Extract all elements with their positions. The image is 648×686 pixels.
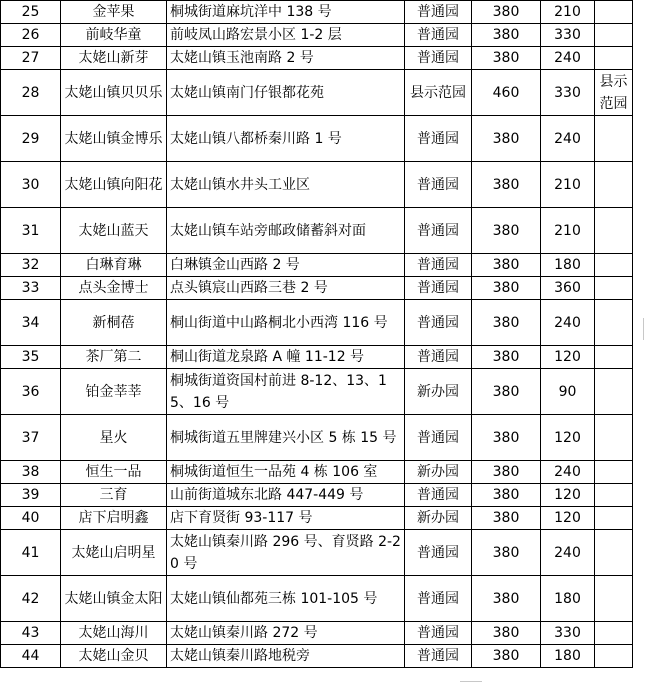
row-number: 40 — [1, 507, 61, 530]
meal-fee: 210 — [541, 208, 595, 254]
kindergarten-address: 桐城街道恒生一品苑 4 栋 106 室 — [167, 461, 405, 484]
table-body — [1, 1, 633, 668]
remark — [595, 346, 633, 369]
meal-fee: 210 — [541, 1, 595, 24]
remark — [595, 530, 633, 576]
table-row — [1, 254, 633, 277]
remark — [595, 415, 633, 461]
page-edge-mark — [643, 318, 644, 340]
kindergarten-name: 太姥山镇贝贝乐 — [61, 70, 167, 116]
remark — [595, 24, 633, 47]
kindergarten-type: 普通园 — [405, 1, 472, 24]
kindergarten-type: 普通园 — [405, 24, 472, 47]
kindergarten-address: 桐城街道资国村前进 8-12、13、15、16 号 — [167, 369, 405, 415]
kindergarten-address: 店下育贤街 93-117 号 — [167, 507, 405, 530]
remark — [595, 622, 633, 645]
kindergarten-type: 县示范园 — [405, 70, 472, 116]
kindergarten-name: 太姥山镇向阳花 — [61, 162, 167, 208]
kindergarten-type: 新办园 — [405, 369, 472, 415]
kindergarten-name: 太姥山启明星 — [61, 530, 167, 576]
table-row — [1, 645, 633, 668]
kindergarten-address: 太姥山镇车站旁邮政储蓄斜对面 — [167, 208, 405, 254]
kindergarten-address: 太姥山镇南门仔银都花苑 — [167, 70, 405, 116]
kindergarten-name: 前岐华童 — [61, 24, 167, 47]
tuition-fee: 460 — [472, 70, 541, 116]
kindergarten-type: 普通园 — [405, 622, 472, 645]
tuition-fee: 380 — [472, 369, 541, 415]
kindergarten-name: 太姥山金贝 — [61, 645, 167, 668]
row-number: 41 — [1, 530, 61, 576]
row-number: 34 — [1, 300, 61, 346]
kindergarten-address: 桐城街道五里牌建兴小区 5 栋 15 号 — [167, 415, 405, 461]
meal-fee: 240 — [541, 461, 595, 484]
kindergarten-address: 太姥山镇仙都苑三栋 101-105 号 — [167, 576, 405, 622]
kindergarten-address: 点头镇宸山西路三巷 2 号 — [167, 277, 405, 300]
remark — [595, 576, 633, 622]
kindergarten-type: 新办园 — [405, 461, 472, 484]
table-row — [1, 622, 633, 645]
kindergarten-name: 星火 — [61, 415, 167, 461]
tuition-fee: 380 — [472, 162, 541, 208]
row-number: 32 — [1, 254, 61, 277]
kindergarten-type: 普通园 — [405, 162, 472, 208]
tuition-fee: 380 — [472, 346, 541, 369]
kindergarten-type: 普通园 — [405, 645, 472, 668]
kindergarten-name: 新桐蓓 — [61, 300, 167, 346]
row-number: 30 — [1, 162, 61, 208]
remark — [595, 47, 633, 70]
page-edge-mark — [460, 681, 482, 682]
kindergarten-address: 白琳镇金山西路 2 号 — [167, 254, 405, 277]
table-row — [1, 277, 633, 300]
row-number: 27 — [1, 47, 61, 70]
kindergarten-type: 普通园 — [405, 346, 472, 369]
remark — [595, 507, 633, 530]
meal-fee: 180 — [541, 576, 595, 622]
kindergarten-type: 普通园 — [405, 208, 472, 254]
meal-fee: 360 — [541, 277, 595, 300]
table-row — [1, 162, 633, 208]
kindergarten-type: 普通园 — [405, 254, 472, 277]
kindergarten-name: 三育 — [61, 484, 167, 507]
row-number: 39 — [1, 484, 61, 507]
meal-fee: 120 — [541, 507, 595, 530]
row-number: 37 — [1, 415, 61, 461]
tuition-fee: 380 — [472, 277, 541, 300]
tuition-fee: 380 — [472, 208, 541, 254]
row-number: 33 — [1, 277, 61, 300]
kindergarten-name: 白琳育琳 — [61, 254, 167, 277]
remark — [595, 162, 633, 208]
kindergarten-type: 普通园 — [405, 300, 472, 346]
meal-fee: 240 — [541, 47, 595, 70]
tuition-fee: 380 — [472, 254, 541, 277]
meal-fee: 210 — [541, 162, 595, 208]
meal-fee: 240 — [541, 530, 595, 576]
kindergarten-name: 金苹果 — [61, 1, 167, 24]
meal-fee: 120 — [541, 415, 595, 461]
kindergarten-name: 铂金莘莘 — [61, 369, 167, 415]
tuition-fee: 380 — [472, 484, 541, 507]
row-number: 29 — [1, 116, 61, 162]
kindergarten-name: 太姥山镇金博乐 — [61, 116, 167, 162]
remark — [595, 369, 633, 415]
kindergarten-name: 茶厂第二 — [61, 346, 167, 369]
meal-fee: 330 — [541, 70, 595, 116]
table-row — [1, 208, 633, 254]
kindergarten-address: 太姥山镇秦川路 296 号、育贤路 2-20 号 — [167, 530, 405, 576]
tuition-fee: 380 — [472, 415, 541, 461]
kindergarten-name: 点头金博士 — [61, 277, 167, 300]
row-number: 38 — [1, 461, 61, 484]
meal-fee: 240 — [541, 300, 595, 346]
remark — [595, 461, 633, 484]
kindergarten-address: 桐城街道麻坑洋中 138 号 — [167, 1, 405, 24]
table-row — [1, 507, 633, 530]
tuition-fee: 380 — [472, 576, 541, 622]
table-row — [1, 369, 633, 415]
kindergarten-type: 普通园 — [405, 530, 472, 576]
tuition-fee: 380 — [472, 1, 541, 24]
meal-fee: 330 — [541, 622, 595, 645]
table-row — [1, 461, 633, 484]
tuition-fee: 380 — [472, 116, 541, 162]
table-row — [1, 346, 633, 369]
kindergarten-type: 新办园 — [405, 507, 472, 530]
kindergarten-name: 太姥山新芽 — [61, 47, 167, 70]
kindergarten-address: 太姥山镇秦川路地税旁 — [167, 645, 405, 668]
table-row — [1, 576, 633, 622]
remark — [595, 484, 633, 507]
table-row — [1, 70, 633, 116]
tuition-fee: 380 — [472, 24, 541, 47]
row-number: 26 — [1, 24, 61, 47]
kindergarten-type: 普通园 — [405, 277, 472, 300]
kindergarten-type: 普通园 — [405, 415, 472, 461]
kindergarten-name: 店下启明鑫 — [61, 507, 167, 530]
tuition-fee: 380 — [472, 47, 541, 70]
tuition-fee: 380 — [472, 530, 541, 576]
table-row — [1, 484, 633, 507]
table-row — [1, 415, 633, 461]
remark — [595, 116, 633, 162]
row-number: 43 — [1, 622, 61, 645]
kindergarten-name: 恒生一品 — [61, 461, 167, 484]
meal-fee: 120 — [541, 346, 595, 369]
kindergarten-address: 山前街道城东北路 447-449 号 — [167, 484, 405, 507]
kindergarten-address: 桐山街道中山路桐北小西湾 116 号 — [167, 300, 405, 346]
meal-fee: 180 — [541, 645, 595, 668]
tuition-fee: 380 — [472, 461, 541, 484]
kindergarten-name: 太姥山海川 — [61, 622, 167, 645]
row-number: 35 — [1, 346, 61, 369]
kindergarten-address: 太姥山镇玉池南路 2 号 — [167, 47, 405, 70]
kindergarten-name: 太姥山蓝天 — [61, 208, 167, 254]
tuition-fee: 380 — [472, 645, 541, 668]
row-number: 42 — [1, 576, 61, 622]
row-number: 28 — [1, 70, 61, 116]
meal-fee: 180 — [541, 254, 595, 277]
tuition-fee: 380 — [472, 300, 541, 346]
kindergarten-address: 太姥山镇水井头工业区 — [167, 162, 405, 208]
kindergarten-type: 普通园 — [405, 576, 472, 622]
kindergarten-address: 太姥山镇八都桥秦川路 1 号 — [167, 116, 405, 162]
remark — [595, 277, 633, 300]
table-row — [1, 530, 633, 576]
remark — [595, 1, 633, 24]
meal-fee: 240 — [541, 116, 595, 162]
remark — [595, 208, 633, 254]
table-row — [1, 47, 633, 70]
kindergarten-address: 太姥山镇秦川路 272 号 — [167, 622, 405, 645]
remark: 县示范园 — [595, 70, 633, 116]
meal-fee: 330 — [541, 24, 595, 47]
row-number: 36 — [1, 369, 61, 415]
kindergarten-address: 桐山街道龙泉路 A 幢 11-12 号 — [167, 346, 405, 369]
remark — [595, 254, 633, 277]
row-number: 44 — [1, 645, 61, 668]
tuition-fee: 380 — [472, 622, 541, 645]
kindergarten-type: 普通园 — [405, 116, 472, 162]
table-row — [1, 300, 633, 346]
table-row — [1, 116, 633, 162]
row-number: 31 — [1, 208, 61, 254]
kindergarten-type: 普通园 — [405, 484, 472, 507]
kindergarten-address: 前岐凤山路宏景小区 1-2 层 — [167, 24, 405, 47]
kindergarten-type: 普通园 — [405, 47, 472, 70]
table-row — [1, 1, 633, 24]
tuition-fee: 380 — [472, 507, 541, 530]
meal-fee: 120 — [541, 484, 595, 507]
row-number: 25 — [1, 1, 61, 24]
kindergarten-name: 太姥山镇金太阳 — [61, 576, 167, 622]
table-row — [1, 24, 633, 47]
remark — [595, 645, 633, 668]
meal-fee: 90 — [541, 369, 595, 415]
remark — [595, 300, 633, 346]
